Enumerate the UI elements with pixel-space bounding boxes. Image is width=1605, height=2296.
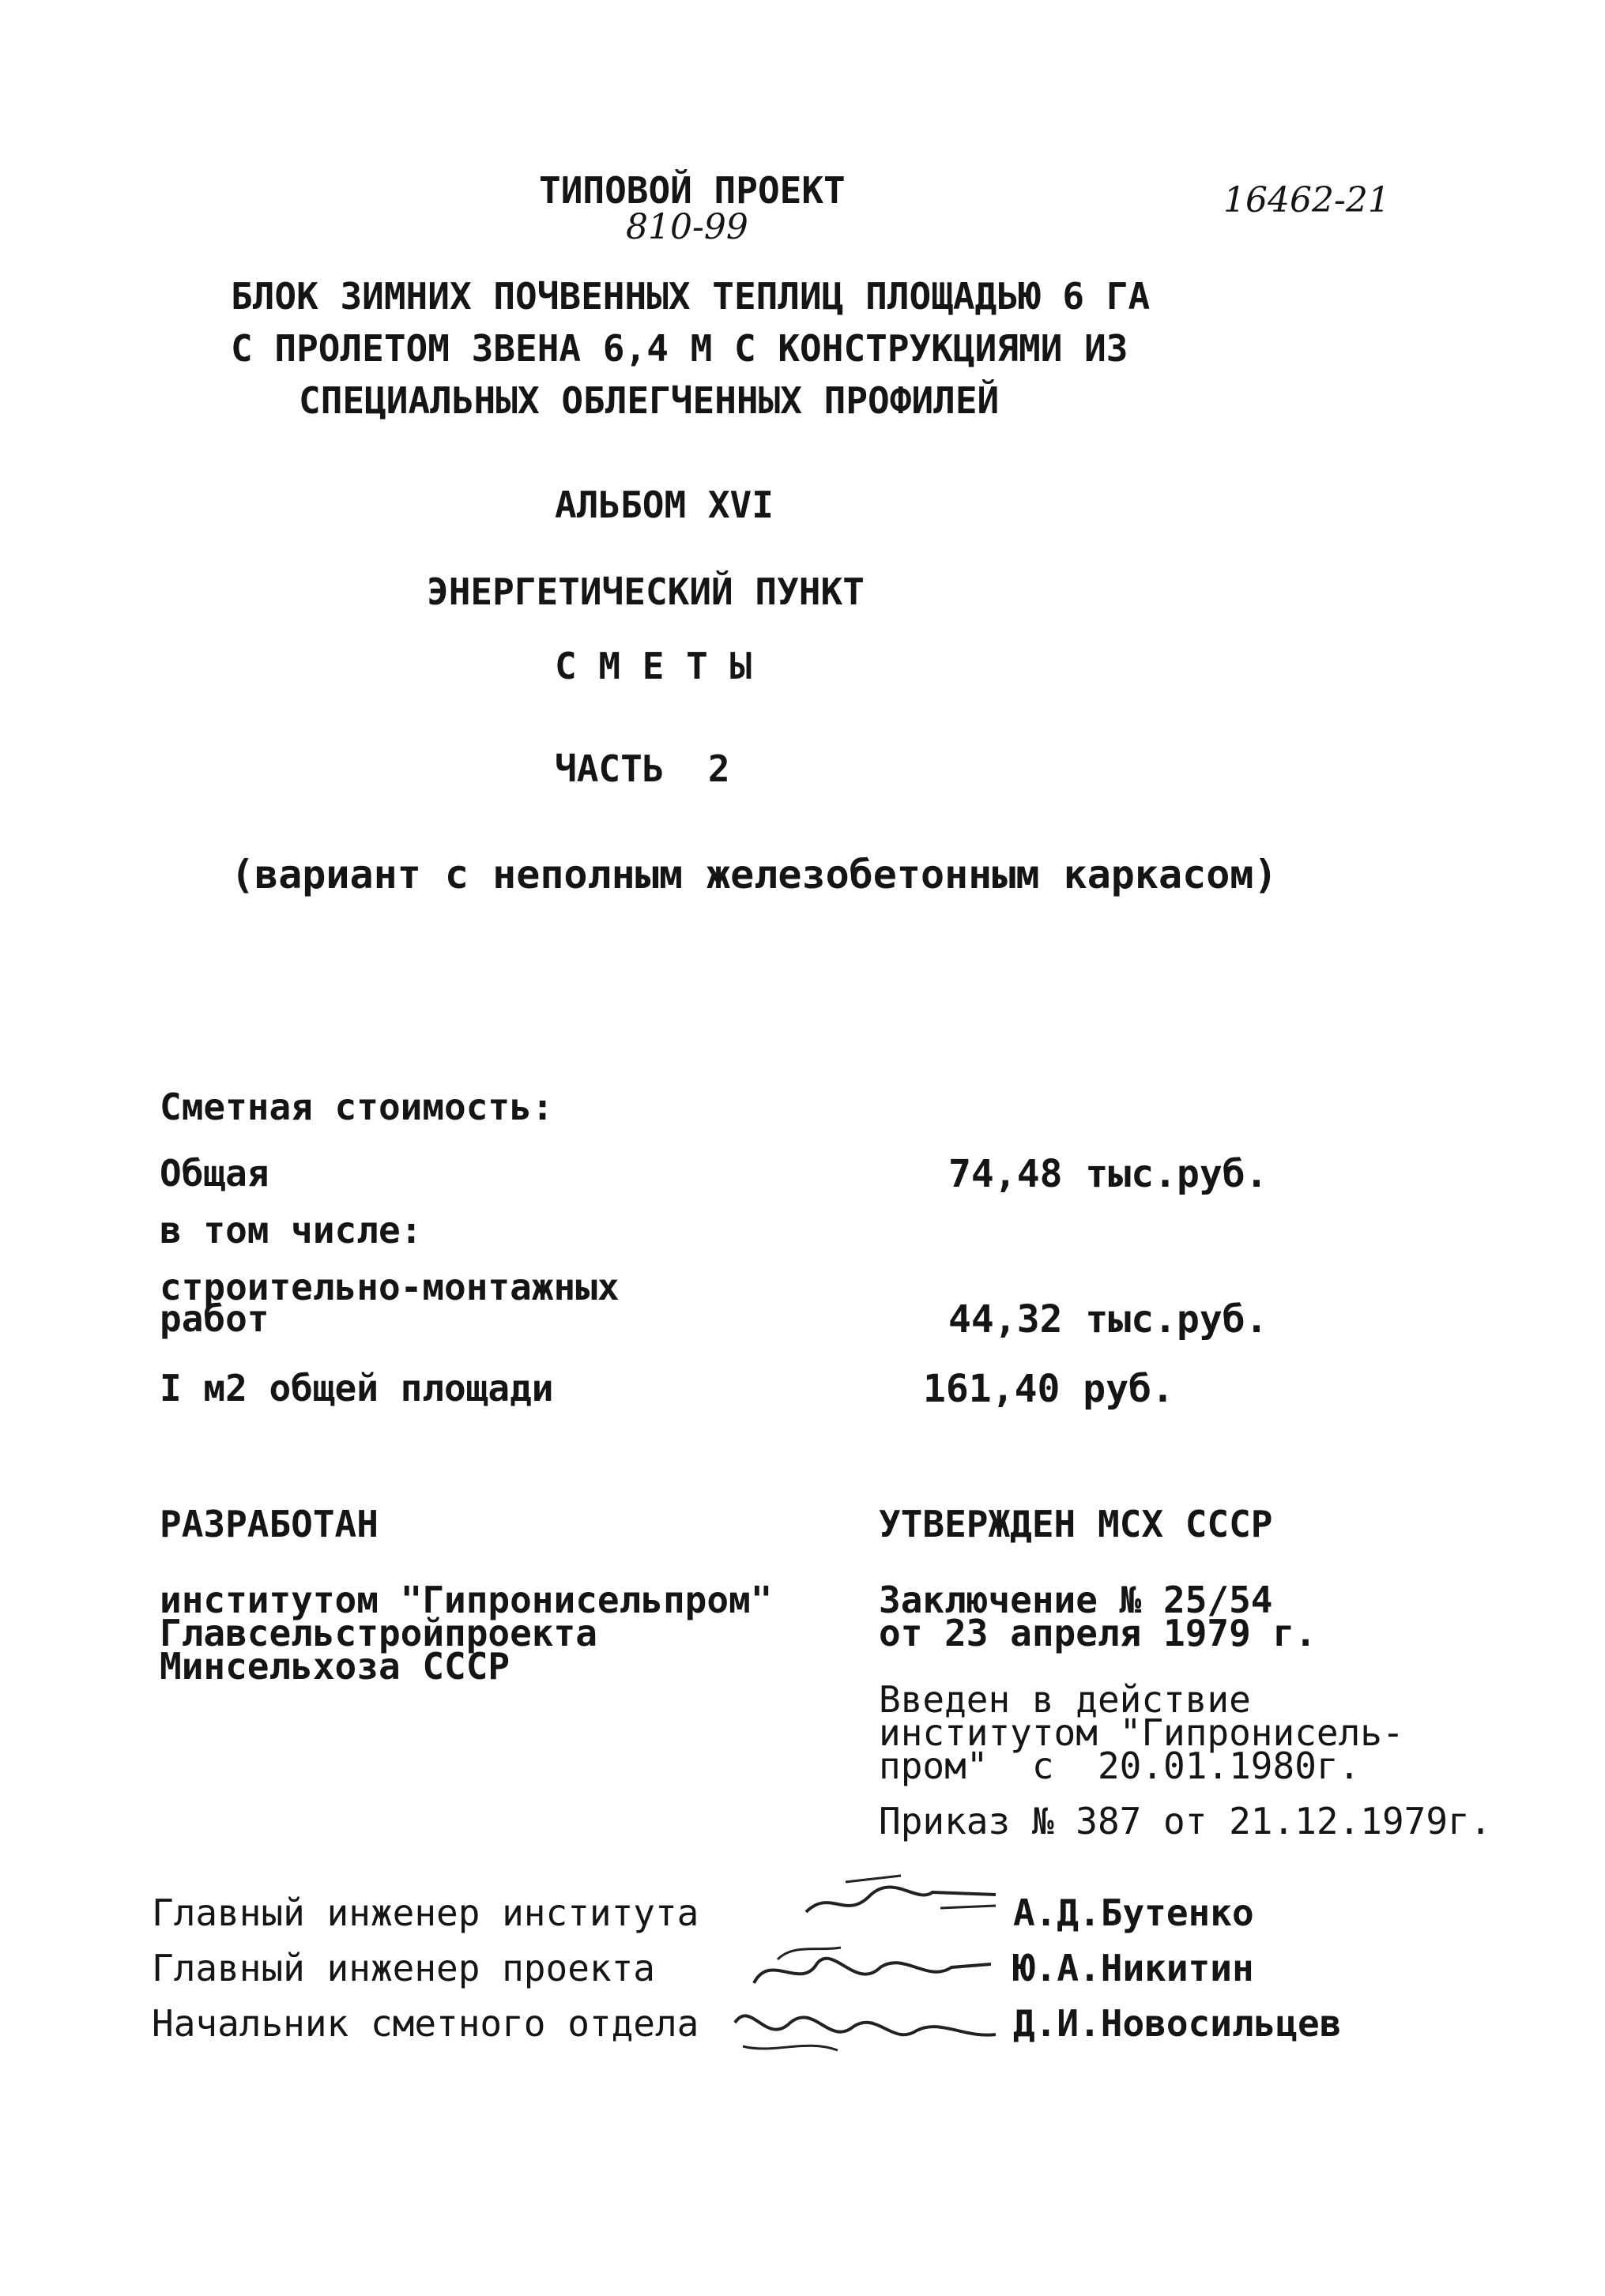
signature-role-2: Главный инженер проекта	[152, 1947, 655, 1989]
project-type-heading: ТИПОВОЙ ПРОЕКТ	[539, 169, 846, 212]
approved-heading: УТВЕРЖДЕН МСХ СССР	[879, 1503, 1273, 1545]
including-label: в том числе:	[160, 1209, 423, 1252]
signature-role-3: Начальник сметного отдела	[152, 2002, 699, 2045]
doc-kind-heading: С М Е Т Ы	[555, 645, 752, 687]
enacted-line-3: пром" с 20.01.1980г.	[879, 1745, 1361, 1787]
part-heading: ЧАСТЬ 2	[555, 747, 730, 790]
title-line-2: С ПРОЛЕТОМ ЗВЕНА 6,4 М С КОНСТРУКЦИЯМИ ИЗ	[231, 327, 1128, 370]
section-heading: ЭНЕРГЕТИЧЕСКИЙ ПУНКТ	[427, 570, 865, 613]
total-cost-value: 74,48 тыс.руб.	[948, 1152, 1268, 1196]
per-m2-value: 161,40 руб.	[923, 1367, 1174, 1411]
album-heading: АЛЬБОМ XVI	[555, 484, 774, 526]
signature-scribble-2	[746, 1936, 999, 1999]
project-number: 810-99	[626, 207, 748, 247]
signature-role-1: Главный инженер института	[152, 1891, 699, 1934]
signature-scribble-1	[798, 1873, 1004, 1936]
signature-scribble-3	[727, 1991, 1004, 2062]
signature-name-1: А.Д.Бутенко	[1013, 1891, 1254, 1934]
signature-name-2: Ю.А.Никитин	[1013, 1947, 1254, 1989]
construction-label-line1: строительно-монтажных	[160, 1266, 620, 1308]
developed-line-2: Главсельстройпроекта	[160, 1612, 597, 1654]
title-line-3: СПЕЦИАЛЬНЫХ ОБЛЕГЧЕННЫХ ПРОФИЛЕЙ	[299, 379, 1000, 422]
total-cost-label: Общая	[160, 1152, 269, 1195]
variant-note: (вариант с неполным железобетонным каркасом)	[231, 852, 1278, 898]
developed-line-3: Минсельхоза СССР	[160, 1645, 511, 1688]
construction-label-line2: работ	[160, 1297, 269, 1340]
construction-cost-value: 44,32 тыс.руб.	[948, 1297, 1268, 1342]
approved-line-2: от 23 апреля 1979 г.	[879, 1612, 1317, 1654]
enacted-line-2: институтом "Гипронисель-	[879, 1711, 1404, 1754]
approved-line-1: Заключение № 25/54	[879, 1579, 1273, 1621]
enacted-line-1: Введен в действие	[879, 1678, 1251, 1721]
per-m2-label: I м2 общей площади	[160, 1367, 554, 1410]
developed-heading: РАЗРАБОТАН	[160, 1503, 379, 1545]
handwritten-stamp-number: 16462-21	[1223, 180, 1390, 220]
signature-name-3: Д.И.Новосильцев	[1013, 2002, 1342, 2045]
title-line-1: БЛОК ЗИМНИХ ПОЧВЕННЫХ ТЕПЛИЦ ПЛОЩАДЬЮ 6 ГА	[231, 275, 1151, 318]
developed-line-1: институтом "Гипронисельпром"	[160, 1579, 773, 1621]
order-line: Приказ № 387 от 21.12.1979г.	[879, 1800, 1492, 1842]
cost-heading: Сметная стоимость:	[160, 1086, 554, 1128]
